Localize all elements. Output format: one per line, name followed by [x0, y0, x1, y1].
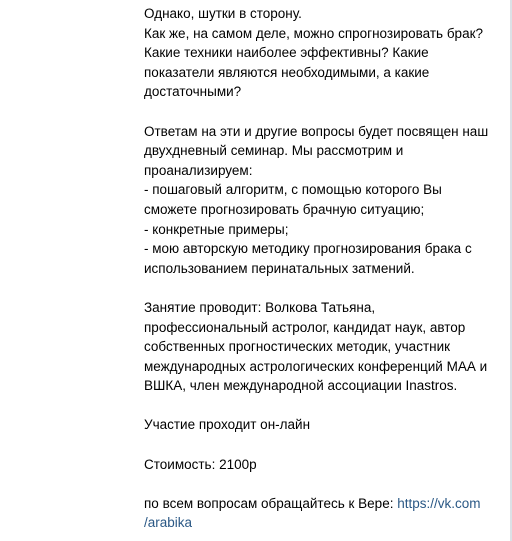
post-format: Участие проходит он-лайн — [144, 417, 311, 433]
post-intro: Однако, шутки в сторону. Как же, на самом деле, можно спрогнозировать брак? Какие техники наиболее эффективны? Какие показатели являются необходимыми, а какие достаточными? — [144, 6, 483, 100]
post-host-info: Занятие проводит: Волкова Татьяна, профессиональный астролог, кандидат наук, автор собственных прогностических методик, участник международных астрологических конференций МАА и ВШКА, член международной ассоциации Inastros. — [144, 299, 488, 394]
post-contact — [144, 494, 496, 533]
contact-link-part-2[interactable]: /arabika — [144, 515, 193, 531]
contact-link-part-1[interactable]: https://vk.com — [397, 495, 481, 511]
contact-text: по всем вопросам обращайтесь к Вере: — [144, 495, 398, 511]
post-text — [144, 4, 496, 533]
post-price: Стоимость: 2100р — [144, 456, 257, 472]
post-seminar-description: Ответам на эти и другие вопросы будет посвящен наш двухдневный семинар. Мы рассмотрим и проанализируем: - пошаговый алгоритм, с помощью которого Вы сможете прогнозировать брачную ситуацию; - конкретные примеры; - мою авторскую методику прогнозирования брака с использованием перинатальных затмений. — [144, 123, 489, 276]
